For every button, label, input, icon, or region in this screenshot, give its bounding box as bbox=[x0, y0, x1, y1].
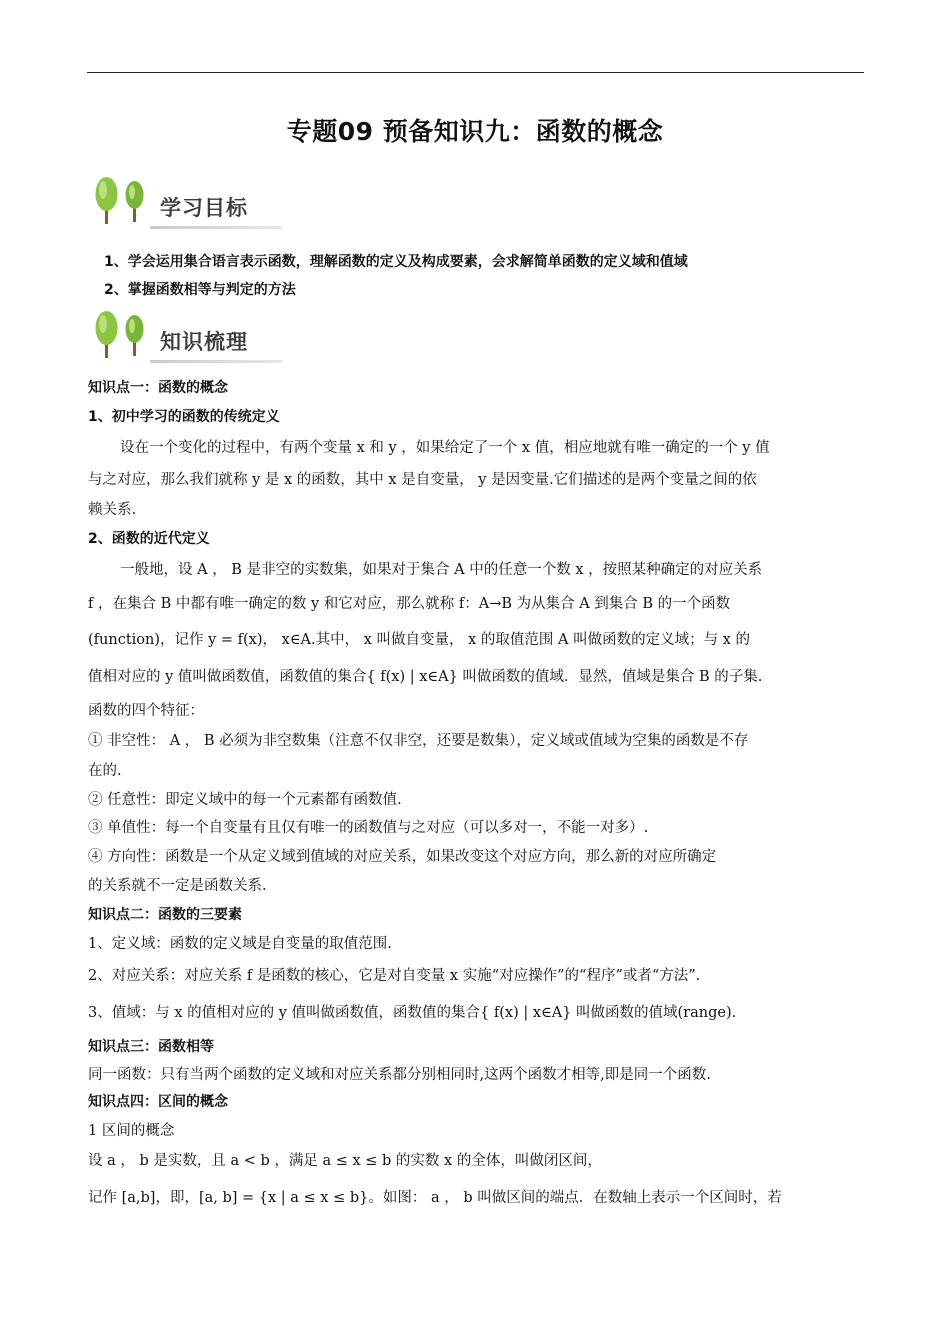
paragraph-line: 与之对应，那么我们就称 y 是 x 的函数，其中 x 是自变量， y 是因变量.它们描述的是两个变量之间的依 bbox=[88, 472, 757, 488]
paragraph-line: f ，在集合 B 中都有唯一确定的数 y 和它对应，那么就称 f：A→B 为从集合 A 到集合 B 的一个函数 bbox=[88, 596, 731, 612]
paragraph-line: (function)，记作 y = f(x)， x∈A.其中， x 叫做自变量， x 的取值范围 A 叫做函数的定义域；与 x 的 bbox=[88, 632, 751, 648]
paragraph-line: 2、对应关系：对应关系 f 是函数的核心，它是对自变量 x 实施“对应操作”的“程序”或者“方法”. bbox=[88, 968, 701, 984]
paragraph-line: 同一函数：只有当两个函数的定义域和对应关系都分别相同时,这两个函数才相等,即是同一个函数. bbox=[88, 1067, 711, 1083]
section-label: 学习目标 bbox=[160, 196, 248, 220]
paragraph-line: ② 任意性：即定义域中的每一个元素都有函数值. bbox=[88, 792, 402, 808]
paragraph-line: ③ 单值性：每一个自变量有且仅有唯一的函数值与之对应（可以多对一，不能一对多）. bbox=[88, 820, 649, 836]
subheading: 2、函数的近代定义 bbox=[88, 531, 210, 547]
page-title: 专题09 预备知识九：函数的概念 bbox=[286, 117, 664, 146]
paragraph-line: 函数的四个特征： bbox=[88, 703, 204, 719]
goal-item: 2、掌握函数相等与判定的方法 bbox=[104, 282, 296, 298]
subheading: 1 区间的概念 bbox=[88, 1123, 175, 1139]
paragraph-line: 的关系就不一定是函数关系. bbox=[88, 878, 267, 894]
section-banner-goals bbox=[92, 176, 292, 232]
paragraph-line: 记作 [a,b]，即，[a, b] = {x | a ≤ x ≤ b}。如图： a ， b 叫做区间的端点．在数轴上表示一个区间时，若 bbox=[88, 1190, 782, 1206]
tree-icon bbox=[92, 176, 152, 226]
goal-item: 1、学会运用集合语言表示函数，理解函数的定义及构成要素，会求解简单函数的定义域和值域 bbox=[104, 254, 688, 270]
heading-knowledge-2: 知识点二：函数的三要素 bbox=[88, 907, 242, 923]
heading-knowledge-1: 知识点一：函数的概念 bbox=[88, 380, 228, 396]
heading-knowledge-3: 知识点三：函数相等 bbox=[88, 1039, 214, 1055]
paragraph-line: 设在一个变化的过程中，有两个变量 x 和 y ，如果给定了一个 x 值，相应地就有唯一确定的一个 y 值 bbox=[120, 440, 770, 456]
paragraph-line: 一般地，设 A ， B 是非空的实数集，如果对于集合 A 中的任意一个数 x ，按照某种确定的对应关系 bbox=[120, 562, 763, 578]
paragraph-line: 在的. bbox=[88, 763, 122, 779]
subheading: 1、初中学习的函数的传统定义 bbox=[88, 409, 280, 425]
section-banner-knowledge bbox=[92, 310, 292, 366]
paragraph-line: ① 非空性： A ， B 必须为非空数集（注意不仅非空，还要是数集），定义域或值域为空集的函数是不存 bbox=[88, 733, 749, 749]
heading-knowledge-4: 知识点四：区间的概念 bbox=[88, 1094, 228, 1110]
banner-underline bbox=[150, 360, 282, 363]
paragraph-line: 3、值域：与 x 的值相对应的 y 值叫做函数值，函数值的集合{ f(x) | x∈A} 叫做函数的值域(range). bbox=[88, 1005, 737, 1021]
tree-icon bbox=[92, 310, 152, 360]
section-label: 知识梳理 bbox=[160, 330, 248, 354]
banner-underline bbox=[150, 226, 282, 229]
paragraph-line: 赖关系. bbox=[88, 502, 137, 518]
paragraph-line: ④ 方向性：函数是一个从定义域到值域的对应关系，如果改变这个对应方向，那么新的对应所确定 bbox=[88, 849, 717, 865]
paragraph-line: 设 a ， b 是实数，且 a < b ，满足 a ≤ x ≤ b 的实数 x 的全体，叫做闭区间， bbox=[88, 1153, 602, 1169]
paragraph-line: 值相对应的 y 值叫做函数值，函数值的集合{ f(x) | x∈A} 叫做函数的值域．显然，值域是集合 B 的子集. bbox=[88, 669, 763, 685]
top-rule bbox=[87, 72, 864, 73]
paragraph-line: 1、定义域：函数的定义域是自变量的取值范围. bbox=[88, 936, 392, 952]
